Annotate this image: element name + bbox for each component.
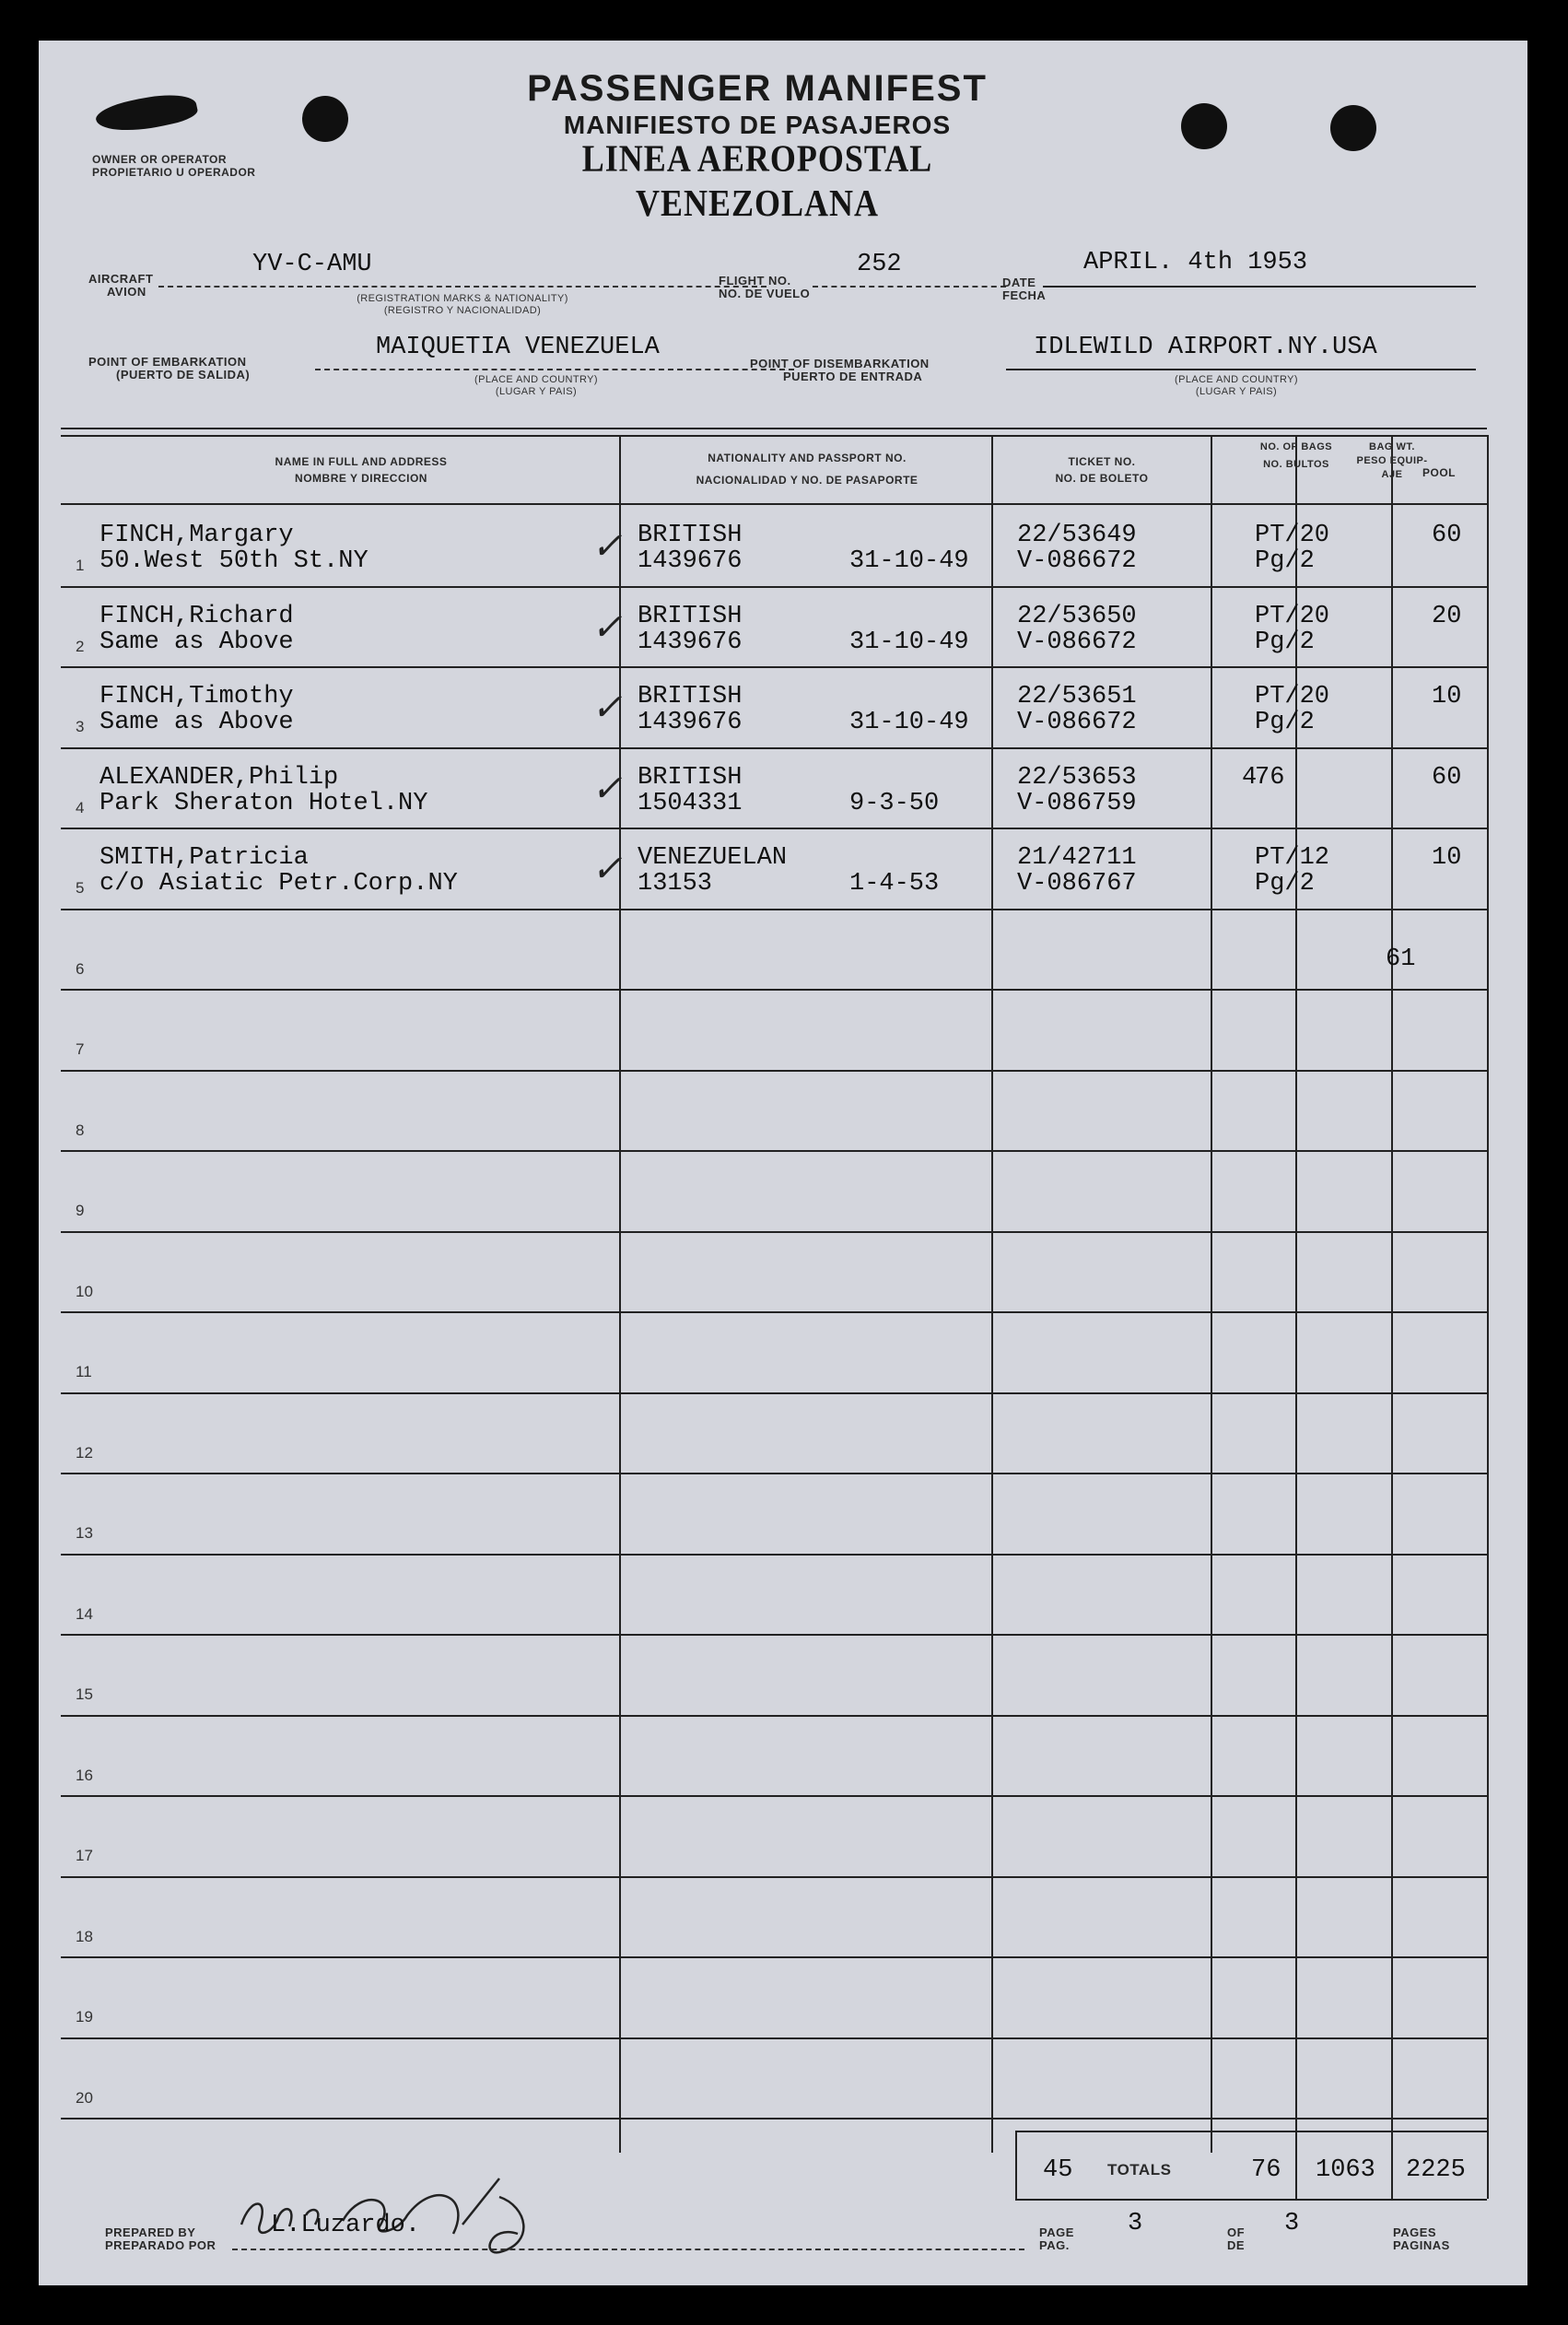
header-bagwt: BAG WT. PESO EQUIP-AJE	[1356, 441, 1428, 480]
bag-weight: PT/12	[1255, 844, 1330, 872]
bag-weight-secondary: Pg/2	[1255, 709, 1315, 736]
ticket-number-secondary: V-086672	[1017, 628, 1137, 656]
row-rule	[61, 1070, 1487, 1072]
row-number: 3	[76, 718, 85, 735]
totals-pool: 2225	[1406, 2156, 1466, 2184]
passenger-address: Same as Above	[99, 709, 294, 736]
row-rule	[61, 1634, 1487, 1636]
ticket-number-secondary: V-086672	[1017, 709, 1137, 736]
embarkation-point: MAIQUETIA VENEZUELA	[376, 334, 660, 361]
passenger-address: c/o Asiatic Petr.Corp.NY	[99, 870, 458, 898]
flight-underline	[813, 286, 1006, 288]
ticket-number: 22/53649	[1017, 522, 1137, 549]
totals-bags: 76	[1251, 2156, 1281, 2184]
check-mark: ✓	[591, 605, 623, 649]
bag-count: 4	[1242, 763, 1258, 792]
header-pool: POOL	[1422, 466, 1456, 479]
row-rule	[61, 2037, 1487, 2039]
passenger-address: Same as Above	[99, 628, 294, 656]
row-rule	[61, 1231, 1487, 1233]
row-rule	[61, 1956, 1487, 1958]
page-number: 3	[1128, 2210, 1143, 2237]
row-rule	[61, 909, 1487, 910]
totals-bottom-rule	[1015, 2199, 1487, 2201]
totals-divider-pool	[1487, 2153, 1489, 2199]
totals-left-border	[1015, 2131, 1017, 2199]
ticket-number: 22/53651	[1017, 683, 1137, 710]
passport-date: 31-10-49	[849, 628, 969, 656]
row-number: 4	[76, 798, 85, 816]
row-number: 10	[76, 1282, 93, 1300]
date-label: DATE FECHA	[1002, 276, 1047, 302]
bag-weight: PT/20	[1255, 683, 1330, 710]
header-bags: NO. OF BAGS NO. BULTOS	[1259, 441, 1333, 470]
row-number: 13	[76, 1524, 93, 1542]
header-nationality: NATIONALITY AND PASSPORT NO. NACIONALIDAD Y NO. DE PASAPORTE	[696, 452, 919, 487]
pool-amount: 20	[1432, 602, 1462, 630]
ticket-number-secondary: V-086759	[1017, 789, 1137, 817]
row-number: 1	[76, 557, 85, 574]
row-number: 16	[76, 1766, 93, 1784]
totals-divider-bags	[1295, 2153, 1297, 2199]
aircraft-registration: YV-C-AMU	[252, 251, 372, 278]
check-mark: ✓	[591, 848, 623, 890]
passenger-name: FINCH,Timothy	[99, 683, 294, 710]
bag-weight-secondary: Pg/2	[1255, 870, 1315, 898]
date-underline	[1043, 286, 1476, 288]
ticket-number: 22/53653	[1017, 763, 1137, 792]
row-rule	[61, 1473, 1487, 1474]
prepared-underline	[232, 2249, 1024, 2250]
totals-count: 45	[1043, 2156, 1073, 2184]
passenger-address: Park Sheraton Hotel.NY	[99, 789, 428, 817]
check-mark: ✓	[591, 525, 623, 568]
flight-number: 252	[857, 251, 902, 278]
passport-date: 31-10-49	[849, 709, 969, 736]
check-mark: ✓	[591, 767, 623, 810]
passenger-nationality: BRITISH	[638, 522, 743, 549]
operator-name: LINEA AEROPOSTAL VENEZOLANA	[581, 136, 933, 225]
passport-number: 1439676	[638, 547, 743, 575]
page-label: PAGE PAG.	[1039, 2225, 1074, 2252]
row-number: 11	[76, 1363, 92, 1380]
prepared-by-label: PREPARED BY PREPARADO POR	[105, 2225, 216, 2252]
passport-number: 13153	[638, 870, 713, 898]
of-label: OF DE	[1227, 2225, 1246, 2252]
manifest-sheet	[39, 41, 1527, 2285]
table-top-rule-2	[61, 435, 1487, 437]
bag-weight: 76	[1255, 763, 1285, 792]
punch-hole-left	[302, 96, 348, 142]
bag-weight-secondary: Pg/2	[1255, 628, 1315, 656]
flight-date: APRIL. 4th 1953	[1083, 249, 1308, 276]
row-number: 14	[76, 1604, 93, 1623]
row-rule	[61, 747, 1487, 749]
page-subtitle: MANIFIESTO DE PASAJEROS	[563, 111, 952, 139]
passport-number: 1504331	[638, 789, 743, 817]
table-top-rule-1	[61, 428, 1487, 429]
row-number: 17	[76, 1847, 93, 1864]
row-rule	[61, 1795, 1487, 1797]
passenger-name: ALEXANDER,Philip	[99, 763, 339, 792]
table-header-rule	[61, 503, 1487, 505]
row-rule	[61, 828, 1487, 829]
row-rule	[61, 1715, 1487, 1717]
punch-hole-mid	[1181, 103, 1227, 149]
passenger-nationality: BRITISH	[638, 763, 743, 792]
row-number: 2	[76, 637, 85, 655]
col-divider-bagwt	[1391, 435, 1393, 2153]
table-right-border	[1487, 435, 1489, 2153]
totals-label: TOTALS	[1107, 2161, 1172, 2178]
disembarkation-label: POINT OF DISEMBARKATION PUERTO DE ENTRADA	[750, 357, 930, 383]
page-title: PASSENGER MANIFEST	[527, 68, 988, 109]
row-rule	[61, 1311, 1487, 1313]
disembarkation-caption: (PLACE AND COUNTRY) (LUGAR Y PAIS)	[1175, 374, 1298, 397]
header-ticket: TICKET NO. NO. DE BOLETO	[1055, 455, 1149, 485]
row-number: 18	[76, 1927, 93, 1945]
aircraft-label: AIRCRAFT AVION	[88, 272, 154, 299]
row-rule	[61, 1150, 1487, 1152]
row-number: 20	[76, 2088, 93, 2107]
row-number: 9	[76, 1202, 85, 1219]
passport-date: 31-10-49	[849, 547, 969, 575]
row-rule	[61, 989, 1487, 991]
pool-amount: 10	[1432, 683, 1462, 710]
flight-label: FLIGHT NO. NO. DE VUELO	[719, 274, 811, 300]
col-divider-nationality	[991, 435, 993, 2153]
check-mark: ✓	[591, 687, 623, 729]
passenger-nationality: BRITISH	[638, 683, 743, 710]
disembarkation-underline	[1006, 369, 1476, 370]
pool-amount: 60	[1432, 522, 1462, 549]
col-divider-ticket	[1211, 435, 1212, 2153]
row-number: 15	[76, 1685, 93, 1703]
aircraft-underline	[158, 286, 766, 288]
embarkation-caption: (PLACE AND COUNTRY) (LUGAR Y PAIS)	[474, 374, 598, 397]
row-number: 8	[76, 1121, 85, 1139]
row-number: 6	[76, 959, 85, 978]
ticket-number: 22/53650	[1017, 602, 1137, 630]
passport-date: 1-4-53	[849, 870, 940, 898]
ticket-number: 21/42711	[1017, 844, 1137, 872]
row-rule	[61, 1554, 1487, 1556]
embarkation-label: POINT OF EMBARKATION (PUERTO DE SALIDA)	[88, 355, 251, 382]
row-number: 19	[76, 2008, 93, 2026]
totals-divider-weight	[1391, 2153, 1393, 2199]
row-number: 7	[76, 1040, 85, 1058]
pages-label: PAGES PAGINAS	[1393, 2225, 1450, 2252]
pool-amount: 60	[1432, 763, 1462, 792]
row-rule	[61, 586, 1487, 588]
row-number: 12	[76, 1443, 93, 1462]
passenger-name: FINCH,Richard	[99, 602, 294, 630]
passport-number: 1439676	[638, 628, 743, 656]
bag-weight-secondary: Pg/2	[1255, 547, 1315, 575]
row-rule	[61, 2118, 1487, 2120]
row-rule	[61, 666, 1487, 668]
bag-weight: PT/20	[1255, 522, 1330, 549]
header-name: NAME IN FULL AND ADDRESS NOMBRE Y DIRECCION	[275, 455, 448, 485]
punch-hole-right	[1330, 105, 1376, 151]
bag-weight: PT/20	[1255, 602, 1330, 630]
passenger-nationality: BRITISH	[638, 602, 743, 630]
row-rule	[61, 1876, 1487, 1878]
totals-weight: 1063	[1316, 2156, 1375, 2184]
embarkation-underline	[315, 369, 794, 370]
row-rule	[61, 1392, 1487, 1394]
registration-caption: (REGISTRATION MARKS & NATIONALITY) (REGISTRO Y NACIONALIDAD)	[357, 293, 568, 316]
pool-note: 61	[1386, 945, 1416, 973]
ticket-number-secondary: V-086672	[1017, 547, 1137, 575]
disembarkation-point: IDLEWILD AIRPORT.NY.USA	[1034, 334, 1377, 361]
ticket-number-secondary: V-086767	[1017, 870, 1137, 898]
passenger-nationality: VENEZUELAN	[638, 844, 788, 872]
totals-top-rule	[1015, 2131, 1487, 2132]
passenger-name: SMITH,Patricia	[99, 844, 309, 872]
total-pages: 3	[1284, 2210, 1300, 2237]
owner-label: OWNER OR OPERATOR PROPIETARIO U OPERADOR	[92, 153, 256, 179]
row-number: 5	[76, 879, 85, 897]
pool-amount: 10	[1432, 844, 1462, 872]
passport-number: 1439676	[638, 709, 743, 736]
preparer-name: L.Luzardo.	[271, 2212, 421, 2239]
passenger-address: 50.West 50th St.NY	[99, 547, 369, 575]
passenger-name: FINCH,Margary	[99, 522, 294, 549]
passport-date: 9-3-50	[849, 789, 940, 817]
torn-corner-mark	[94, 88, 200, 139]
